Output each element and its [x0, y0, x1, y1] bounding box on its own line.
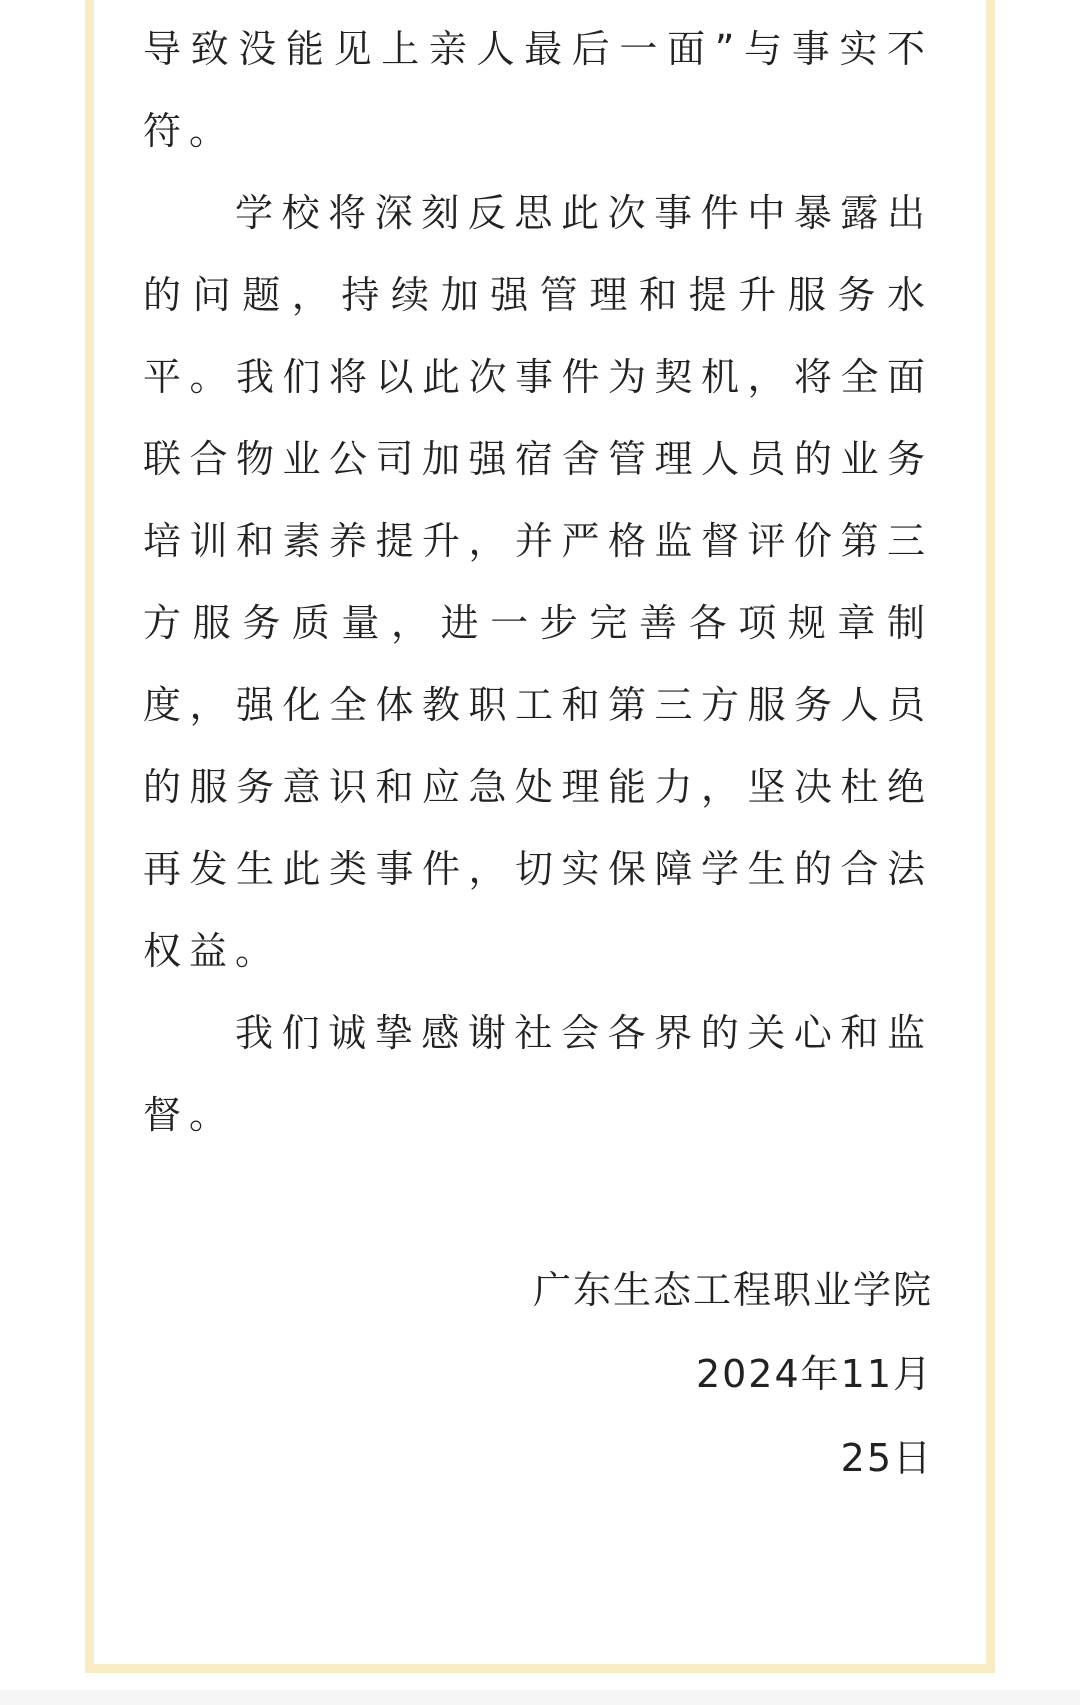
signature-organization: 广东生态工程职业学院 — [532, 1268, 933, 1312]
paragraph-thanks: 我们诚挚感谢社会各界的关心和监督。 — [143, 1011, 933, 1137]
signature-block — [533, 1248, 933, 1500]
paragraph-reflection: 学校将深刻反思此次事件中暴露出的问题，持续加强管理和提升服务水平。我们将以此次事件为契机，将全面联合物业公司加强宿舍管理人员的业务培训和素养提升，并严格监督评价第三方服务质量，进一步完善各项规章制度，强化全体教职工和第三方服务人员的服务意识和应急处理能力，坚决杜绝再发生此类事件，切实保障学生的合法权益。 — [143, 191, 933, 973]
bottom-strip — [0, 1690, 1080, 1705]
document-body — [143, 0, 933, 1156]
signature-date-day: 25日 — [840, 1436, 933, 1480]
paragraph-continuation: 导致没能见上亲人最后一面”与事实不符。 — [143, 27, 933, 153]
signature-date-month: 2024年11月 — [695, 1352, 933, 1396]
